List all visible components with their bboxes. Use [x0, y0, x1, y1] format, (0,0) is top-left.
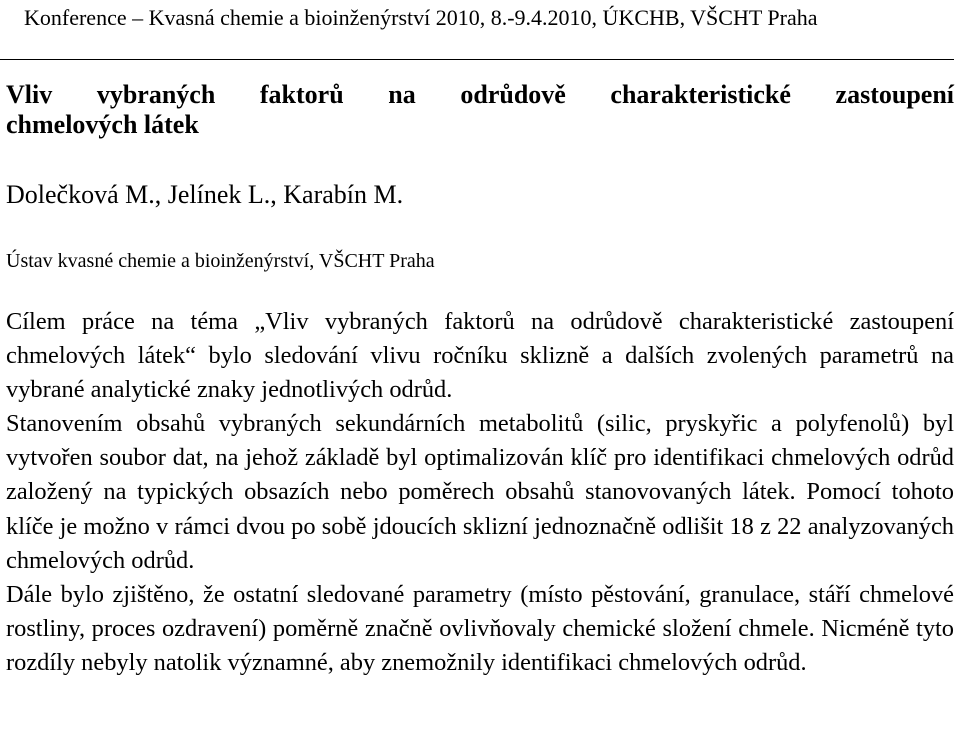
- conference-header: Konference – Kvasná chemie a bioinženýrství 2010, 8.-9.4.2010, ÚKCHB, VŠCHT Praha: [24, 5, 818, 30]
- paper-title: [6, 80, 954, 140]
- paper-title-line-1: Vliv vybraných faktorů na odrůdově charakteristické zastoupení: [6, 80, 954, 109]
- abstract-paragraph-1: Cílem práce na téma „Vliv vybraných faktorů na odrůdově charakteristické zastoupení chmelových látek“ bylo sledování vlivu ročníku sklizně a dalších zvolených parametrů na vybrané analytické znaky jednotlivých odrůd.: [6, 308, 954, 404]
- paper-title-line-2: chmelových látek: [6, 110, 199, 139]
- abstract-body: [6, 305, 954, 680]
- abstract-paragraph-3: Dále bylo zjištěno, že ostatní sledované parametry (místo pěstování, granulace, stáří chmelové rostliny, proces ozdravení) poměrně značně ovlivňovaly chemické složení chmele. Nicméně tyto rozdíly nebyly natolik významné, aby znemožnily identifikaci chmelových odrůd.: [6, 580, 954, 676]
- author-list: Dolečková M., Jelínek L., Karabín M.: [6, 180, 404, 209]
- affiliation: Ústav kvasné chemie a bioinženýrství, VŠCHT Praha: [6, 250, 435, 272]
- header-divider: [0, 59, 954, 60]
- abstract-paragraph-2: Stanovením obsahů vybraných sekundárních metabolitů (silic, pryskyřic a polyfenolů) byl vytvořen soubor dat, na jehož základě byl optimalizován klíč pro identifikaci chmelových odrůd založený na typických obsazích nebo poměrech obsahů stanovovaných látek. Pomocí tohoto klíče je možno v rámci dvou po sobě jdoucích sklizní jednoznačně odlišit 18 z 22 analyzovaných chmelových odrůd.: [6, 410, 954, 574]
